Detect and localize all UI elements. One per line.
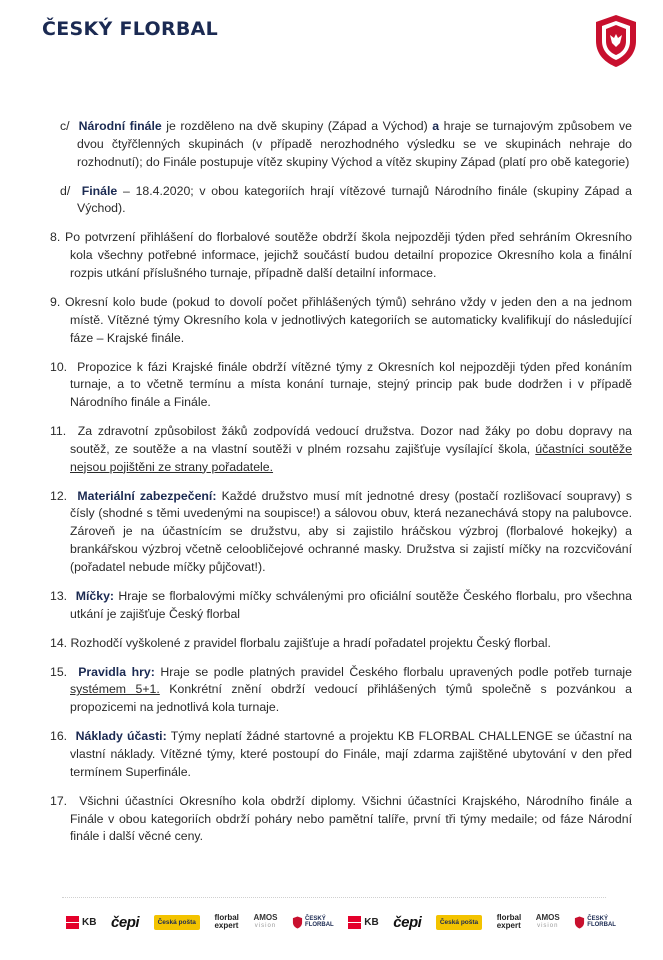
item-underlined-text: systémem 5+1. xyxy=(70,682,160,697)
sponsor-footer xyxy=(66,910,616,934)
kb-logo-text: KB xyxy=(364,916,379,928)
kb-logo xyxy=(66,916,96,929)
footer-divider xyxy=(62,897,606,898)
header-logo-text: ČESKÝ FLORBAL xyxy=(42,18,219,40)
item-number: 12. xyxy=(50,488,68,503)
lion-shield-icon xyxy=(292,916,303,929)
item-text: hraje se turnajovým způsobem ve dvou čtyřčlenných skupinách (v případě nerozhodného výsledku se ve skupinách nehraje do rozhodnutí); do Finále postupuje vítěz skupiny Východ a vítěz skupiny Západ (platí pro obě kategorie) xyxy=(77,119,632,169)
amos-vision-logo xyxy=(253,914,277,930)
item-number: 17. xyxy=(50,793,68,808)
list-item-14 xyxy=(50,635,632,653)
logo-line: florbal xyxy=(496,913,522,922)
list-item-17 xyxy=(50,793,632,846)
list-item-d xyxy=(50,183,632,219)
item-number: 11. xyxy=(50,424,67,439)
item-text: Každé družstvo musí mít jednotné dresy (postačí rozlišovací soupravy) s čísly (shodné s těmi uvedenými na soupisce!) a sálovou obuv, která nezanechává stopy na palubovce. Zároveň je na účastnícím se družstvu, aby si zajistilo hráčskou výzbroj (florbalové hokejky) a brankářskou výzbroj včetně celoobličejové ochranné masky. Družstva si zajistí míčky na rozcvičování (pořadatel nebude míčky půjčovat!). xyxy=(70,488,633,574)
item-text: Hraje se florbalovými míčky schválenými pro oficiální soutěže Českého florbalu, pro všechna utkání je zajišťuje Český florbal xyxy=(70,588,632,621)
item-text: Po potvrzení přihlášení do florbalové soutěže obdrží škola nejpozději týden před sehráním Okresního kola všechny potřebné informace, jejichž součástí budou detailní propozice Okresního kola a finální rozpis utkání příslušného turnaje, případně další detailní informace. xyxy=(65,230,633,280)
list-item-12 xyxy=(50,488,632,577)
cesky-florbal-logo xyxy=(292,916,334,929)
lion-shield-logo xyxy=(592,13,640,69)
item-number: 15. xyxy=(50,664,68,679)
logo-line: florbal xyxy=(214,913,239,922)
logo-line: expert xyxy=(214,921,239,930)
lion-shield-icon xyxy=(574,916,585,929)
list-item-16 xyxy=(50,728,632,781)
logo-line: AMOS xyxy=(253,913,278,922)
item-text: Hraje se podle platných pravidel Českého florbalu upravených podle potřeb turnaje xyxy=(154,664,632,679)
item-text: Týmy neplatí žádné startovné a projektu KB FLORBAL CHALLENGE se účastní na vlastní náklady. Vítězné týmy, které postoupí do Finále, mají zdarma zajištěné ubytování v den před termínem Superfinále. xyxy=(70,729,632,779)
kb-logo xyxy=(348,916,378,929)
item-text: Všichni účastníci Okresního kola obdrží diplomy. Všichni účastníci Krajského, Národního finále a Finále v obou kategoriích obdrží poháry nebo pamětní talíře, první tři týmy medaile; od fáze Národní finále i další věcné ceny. xyxy=(70,793,632,844)
florbal-expert-logo xyxy=(214,914,238,930)
ceska-posta-logo: Česká pošta xyxy=(436,915,482,930)
item-text: je rozděleno na dvě skupiny (Západ a Východ) xyxy=(161,119,433,133)
item-text: – 18.4.2020; v obou kategoriích hrají vítězové turnajů Národního finále (skupiny Západ a Východ). xyxy=(77,183,632,216)
logo-line: FLORBAL xyxy=(305,922,334,928)
item-text: Okresní kolo bude (pokud to dovolí počet přihlášených týmů) sehráno vždy v jeden den a na jednom místě. Vítězné týmy Okresního kola v jednotlivých kategoriích se automaticky kvalifikují do následující fáze – Krajské finále. xyxy=(65,294,632,345)
list-item-8 xyxy=(50,229,632,282)
list-item-11 xyxy=(50,423,632,476)
item-heading: Náklady účasti: xyxy=(75,729,167,744)
logo-line: AMOS xyxy=(535,913,560,922)
list-item-13 xyxy=(50,588,632,624)
cepi-logo: čepi xyxy=(393,913,422,931)
logo-line: FLORBAL xyxy=(587,922,616,928)
list-item-9 xyxy=(50,294,632,347)
item-number: 9. xyxy=(50,294,61,309)
item-underlined-text: účastníci soutěže nejsou pojištěni ze strany pořadatele. xyxy=(70,441,632,474)
cepi-logo: čepi xyxy=(111,913,140,931)
item-heading: Míčky: xyxy=(75,588,115,603)
logo-subline: vision xyxy=(254,923,277,929)
item-number: 10. xyxy=(50,359,68,374)
list-item-10 xyxy=(50,359,632,412)
item-text: Propozice k fázi Krajské finále obdrží vítězné týmy z Okresních kol nejpozději týden před konáním turnaje, a to včetně termínu a místa konání turnaje, stejný princip pak bude dodržen i v případě Národního finále a Finále. xyxy=(70,359,632,410)
item-heading: Pravidla hry: xyxy=(78,664,155,679)
item-heading: Finále xyxy=(81,183,118,198)
item-bold: a xyxy=(432,119,440,133)
item-number: 16. xyxy=(50,729,68,744)
kb-square-icon xyxy=(66,916,79,929)
item-number: 13. xyxy=(50,588,68,603)
logo-line: ČESKÝ xyxy=(305,916,326,922)
ceska-posta-logo: Česká pošta xyxy=(154,915,200,930)
logo-line: expert xyxy=(496,921,521,930)
amos-vision-logo xyxy=(536,914,560,930)
item-text: Rozhodčí vyškolené z pravidel florbalu zajišťuje a hradí pořadatel projektu Český florbal. xyxy=(70,635,551,650)
list-item-c xyxy=(50,118,632,171)
florbal-expert-logo xyxy=(497,914,521,930)
item-text: Konkrétní znění obdrží vedoucí přihlášených týmů společně s pozvánkou a propozicemi na jednotlivá kola turnaje. xyxy=(70,682,632,715)
cesky-florbal-logo xyxy=(574,916,616,929)
item-number: 8. xyxy=(50,230,61,245)
document-body xyxy=(50,118,632,857)
list-item-15 xyxy=(50,664,632,717)
item-label: c/ xyxy=(60,119,70,133)
item-label: d/ xyxy=(60,183,71,198)
item-heading: Národní finále xyxy=(78,119,162,133)
item-number: 14. xyxy=(50,635,68,650)
item-text: Za zdravotní způsobilost žáků zodpovídá vedoucí družstva. Dozor nad žáky po dobu dopravy na soutěž, ze soutěže a na vlastní soutěži v plném rozsahu zajišťuje vysílající škola, xyxy=(70,424,633,456)
logo-subline: vision xyxy=(537,923,559,929)
kb-logo-text: KB xyxy=(82,916,97,928)
logo-line: ČESKÝ xyxy=(587,916,608,922)
item-heading: Materiální zabezpečení: xyxy=(77,488,217,503)
kb-square-icon xyxy=(348,916,361,929)
